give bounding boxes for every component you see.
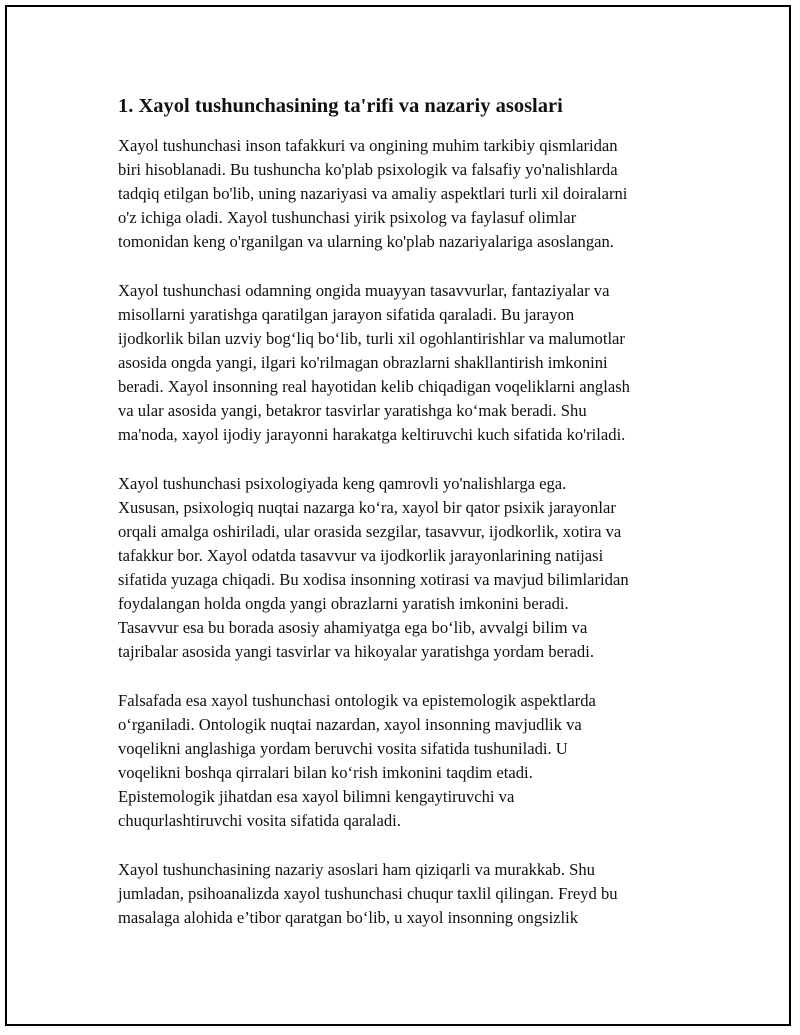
text-line: beradi. Xayol insonning real hayotidan kelib chiqadigan voqeliklarni anglash <box>118 377 630 396</box>
text-line: ma'noda, xayol ijodiy jarayonni harakatga keltiruvchi kuch sifatida ko'riladi. <box>118 425 626 444</box>
text-line: foydalangan holda ongda yangi obrazlarni yaratish imkonini beradi. <box>118 594 569 613</box>
text-line: Xayol tushunchasi psixologiyada keng qamrovli yo'nalishlarga ega. <box>118 474 567 493</box>
text-line: tajribalar asosida yangi tasvirlar va hikoyalar yaratishga yordam beradi. <box>118 642 594 661</box>
text-line: voqelikni anglashiga yordam beruvchi vosita sifatida tushuniladi. U <box>118 739 568 758</box>
text-line: Xayol tushunchasining nazariy asoslari ham qiziqarli va murakkab. Shu <box>118 860 595 879</box>
text-line: o‘rganiladi. Ontologik nuqtai nazardan, xayol insonning mavjudlik va <box>118 715 582 734</box>
paragraph <box>118 279 698 447</box>
text-line: Tasavvur esa bu borada asosiy ahamiyatga ega bo‘lib, avvalgi bilim va <box>118 618 588 637</box>
paragraph <box>118 858 698 930</box>
text-line: misollarni yaratishga qaratilgan jarayon sifatida qaraladi. Bu jarayon <box>118 305 575 324</box>
text-line: va ular asosida yangi, betakror tasvirlar yaratishga ko‘mak beradi. Shu <box>118 401 587 420</box>
paragraph <box>118 134 698 254</box>
text-line: Xususan, psixologiq nuqtai nazarga ko‘ra, xayol bir qator psixik jarayonlar <box>118 498 616 517</box>
text-line: Epistemologik jihatdan esa xayol bilimni kengaytiruvchi va <box>118 787 515 806</box>
text-line: chuqurlashtiruvchi vosita sifatida qaraladi. <box>118 811 401 830</box>
text-line: biri hisoblanadi. Bu tushuncha ko'plab psixologik va falsafiy yo'nalishlarda <box>118 160 618 179</box>
text-line: Xayol tushunchasi odamning ongida muayyan tasavvurlar, fantaziyalar va <box>118 281 610 300</box>
text-line: orqali amalga oshiriladi, ular orasida sezgilar, tasavvur, ijodkorlik, xotira va <box>118 522 622 541</box>
text-line: sifatida yuzaga chiqadi. Bu xodisa insonning xotirasi va mavjud bilimlaridan <box>118 570 629 589</box>
text-line: tadqiq etilgan bo'lib, uning nazariyasi va amaliy aspektlari turli xil doiralarni <box>118 184 628 203</box>
document-body <box>118 92 698 955</box>
text-line: tomonidan keng o'rganilgan va ularning ko'plab nazariyalariga asoslangan. <box>118 232 614 251</box>
text-line: tafakkur bor. Xayol odatda tasavvur va ijodkorlik jarayonlarining natijasi <box>118 546 604 565</box>
text-line: jumladan, psihoanalizda xayol tushunchasi chuqur taxlil qilingan. Freyd bu <box>118 884 618 903</box>
text-line: Falsafada esa xayol tushunchasi ontologik va epistemologik aspektlarda <box>118 691 596 710</box>
text-line: masalaga alohida e’tibor qaratgan bo‘lib, u xayol insonning ongsizlik <box>118 908 579 927</box>
text-line: voqelikni boshqa qirralari bilan ko‘rish imkonini taqdim etadi. <box>118 763 533 782</box>
paragraph <box>118 472 698 664</box>
paragraph-container <box>118 134 698 930</box>
text-line: asosida ongda yangi, ilgari ko'rilmagan obrazlarni shakllantirish imkonini <box>118 353 608 372</box>
text-line: Xayol tushunchasi inson tafakkuri va ongining muhim tarkibiy qismlaridan <box>118 136 618 155</box>
text-line: ijodkorlik bilan uzviy bog‘liq bo‘lib, turli xil ogohlantirishlar va malumotlar <box>118 329 625 348</box>
text-line: o'z ichiga oladi. Xayol tushunchasi yirik psixolog va faylasuf olimlar <box>118 208 577 227</box>
section-heading: 1. Xayol tushunchasining ta'rifi va nazariy asoslari <box>118 95 563 117</box>
paragraph <box>118 689 698 833</box>
